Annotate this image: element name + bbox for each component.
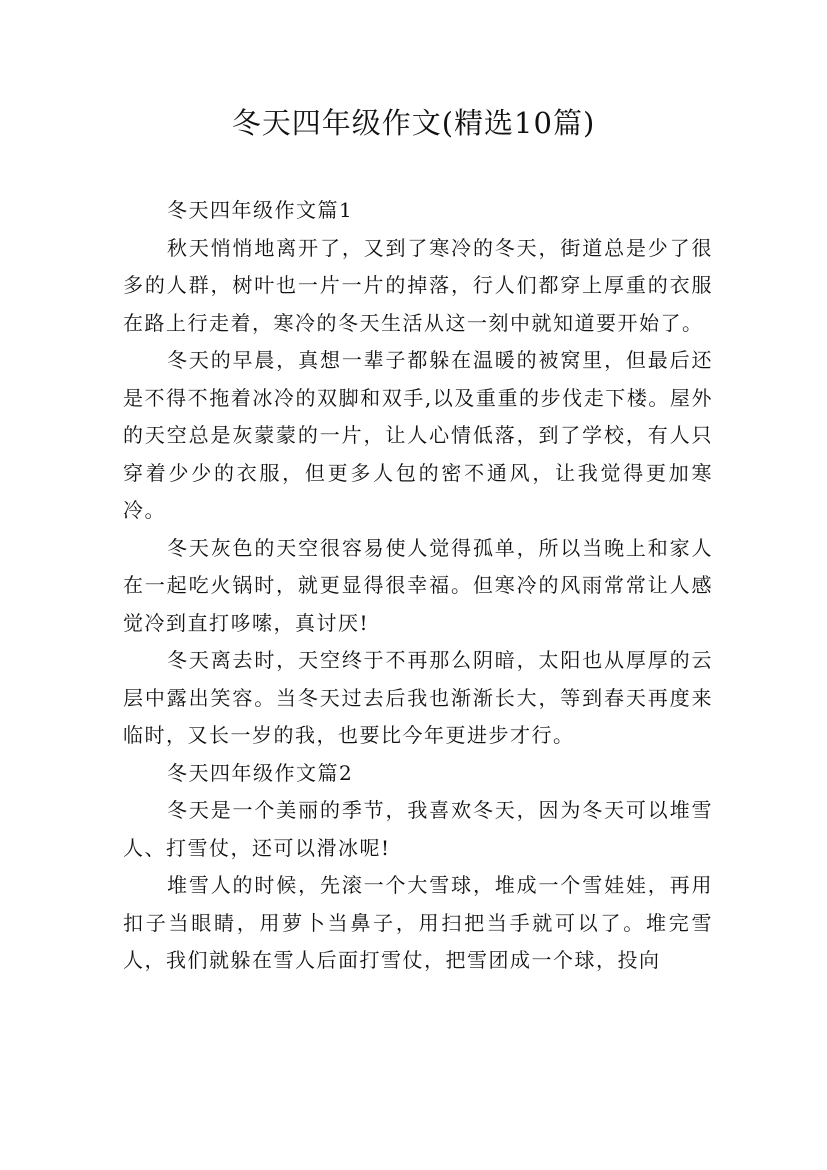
section-heading-2: 冬天四年级作文篇2: [167, 760, 354, 785]
paragraph: 秋天悄悄地离开了，又到了寒冷的冬天，街道总是少了很多的人群，树叶也一片一片的掉落，行人们都穿上厚重的衣服在路上行走着，寒冷的冬天生活从这一刻中就知道要开始了。: [123, 235, 713, 335]
paragraph: 冬天是一个美丽的季节，我喜欢冬天，因为冬天可以堆雪人、打雪仗，还可以滑冰呢!: [123, 798, 713, 860]
document-body: [123, 192, 713, 980]
paragraph: 冬天的早晨，真想一辈子都躲在温暖的被窝里，但最后还是不得不拖着冰冷的双脚和双手,以及重重的步伐走下楼。屋外的天空总是灰蒙蒙的一片，让人心情低落，到了学校，有人只穿着少少的衣服，但更多人包的密不通风，让我觉得更加寒冷。: [123, 348, 713, 522]
section-heading-1: 冬天四年级作文篇1: [167, 198, 354, 222]
document-title: 冬天四年级作文(精选10篇): [231, 106, 596, 140]
paragraph: 冬天灰色的天空很容易使人觉得孤单，所以当晚上和家人在一起吃火锅时，就更显得很幸福。但寒冷的风雨常常让人感觉冷到直打哆嗦，真讨厌!: [123, 535, 713, 635]
paragraph: 冬天离去时，天空终于不再那么阴暗，太阳也从厚厚的云层中露出笑容。当冬天过去后我也渐渐长大，等到春天再度来临时，又长一岁的我，也要比今年更进步才行。: [123, 648, 713, 747]
paragraph: 堆雪人的时候，先滚一个大雪球，堆成一个雪娃娃，再用扣子当眼睛，用萝卜当鼻子，用扫把当手就可以了。堆完雪人，我们就躲在雪人后面打雪仗，把雪团成一个球，投向: [123, 873, 713, 972]
